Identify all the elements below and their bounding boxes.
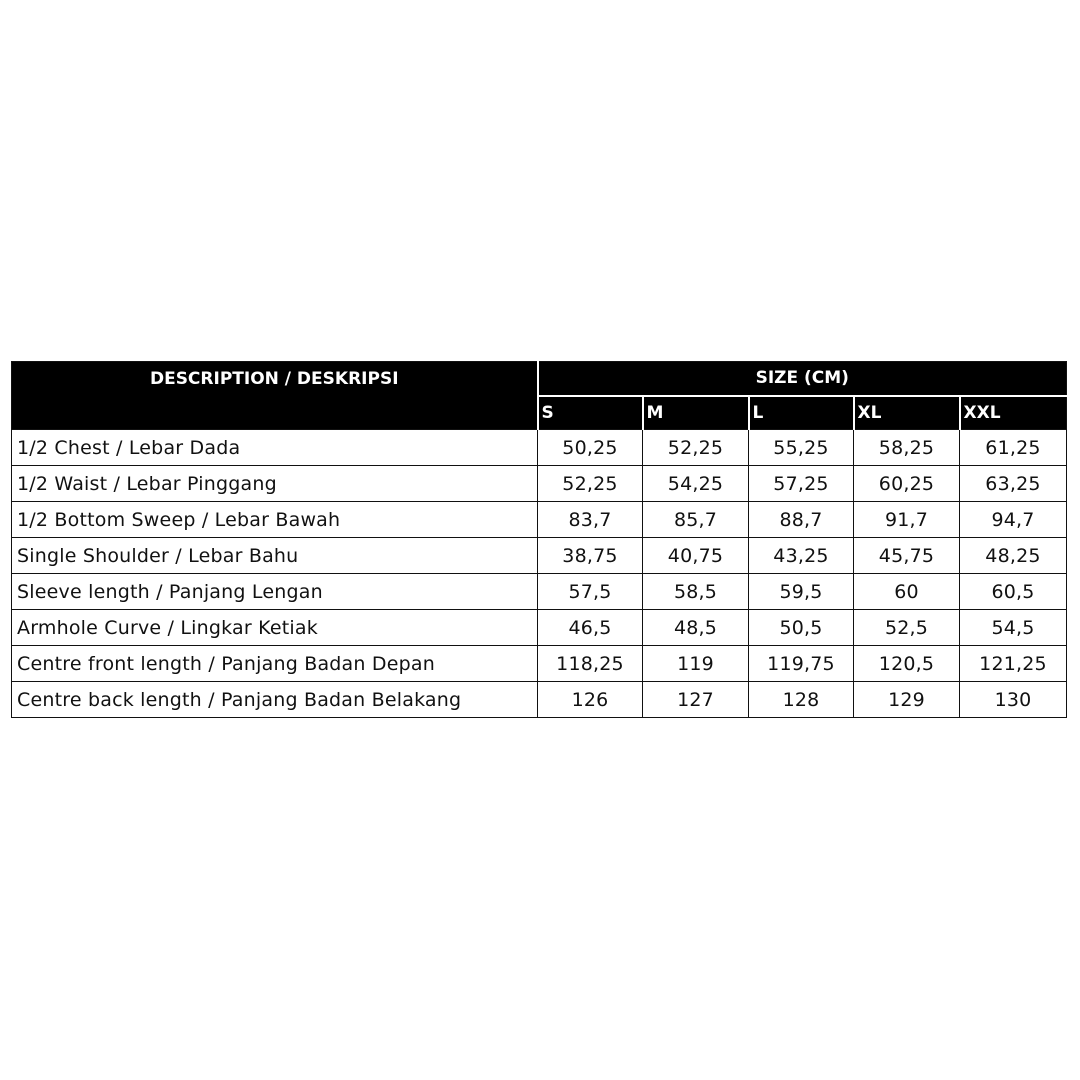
measurement-value: 54,5: [960, 610, 1067, 646]
measurement-value: 57,25: [749, 466, 854, 502]
measurement-description: 1/2 Bottom Sweep / Lebar Bawah: [12, 502, 538, 538]
measurement-value: 83,7: [538, 502, 643, 538]
measurement-value: 43,25: [749, 538, 854, 574]
measurement-value: 50,5: [749, 610, 854, 646]
measurement-value: 58,5: [643, 574, 749, 610]
measurement-value: 129: [854, 682, 960, 718]
measurement-value: 120,5: [854, 646, 960, 682]
measurement-value: 48,5: [643, 610, 749, 646]
measurement-value: 58,25: [854, 430, 960, 466]
description-header: DESCRIPTION / DESKRIPSI: [12, 362, 538, 430]
table-row: [12, 538, 1067, 574]
measurement-value: 91,7: [854, 502, 960, 538]
measurement-value: 60: [854, 574, 960, 610]
measurement-description: 1/2 Waist / Lebar Pinggang: [12, 466, 538, 502]
measurement-value: 52,25: [538, 466, 643, 502]
measurement-description: Single Shoulder / Lebar Bahu: [12, 538, 538, 574]
size-group-header: SIZE (CM): [538, 362, 1067, 396]
measurement-description: 1/2 Chest / Lebar Dada: [12, 430, 538, 466]
measurement-value: 59,5: [749, 574, 854, 610]
measurement-value: 130: [960, 682, 1067, 718]
table-row: [12, 574, 1067, 610]
measurement-value: 63,25: [960, 466, 1067, 502]
size-header-xl: XL: [854, 396, 960, 430]
table-header: [12, 362, 1067, 430]
size-header-s: S: [538, 396, 643, 430]
table-row: [12, 646, 1067, 682]
table-row: [12, 502, 1067, 538]
measurement-description: Centre front length / Panjang Badan Depan: [12, 646, 538, 682]
measurement-value: 61,25: [960, 430, 1067, 466]
table-body: [12, 430, 1067, 718]
measurement-value: 52,5: [854, 610, 960, 646]
measurement-description: Armhole Curve / Lingkar Ketiak: [12, 610, 538, 646]
size-header-l: L: [749, 396, 854, 430]
measurement-value: 40,75: [643, 538, 749, 574]
measurement-value: 126: [538, 682, 643, 718]
measurement-value: 119: [643, 646, 749, 682]
measurement-value: 55,25: [749, 430, 854, 466]
measurement-value: 57,5: [538, 574, 643, 610]
measurement-value: 88,7: [749, 502, 854, 538]
measurement-value: 128: [749, 682, 854, 718]
size-header-xxl: XXL: [960, 396, 1067, 430]
table-row: [12, 610, 1067, 646]
measurement-value: 118,25: [538, 646, 643, 682]
table-row: [12, 466, 1067, 502]
measurement-value: 94,7: [960, 502, 1067, 538]
measurement-description: Centre back length / Panjang Badan Belakang: [12, 682, 538, 718]
size-header-m: M: [643, 396, 749, 430]
measurement-value: 54,25: [643, 466, 749, 502]
measurement-value: 48,25: [960, 538, 1067, 574]
table-row: [12, 682, 1067, 718]
measurement-value: 52,25: [643, 430, 749, 466]
measurement-description: Sleeve length / Panjang Lengan: [12, 574, 538, 610]
measurement-value: 121,25: [960, 646, 1067, 682]
measurement-value: 45,75: [854, 538, 960, 574]
size-chart-table: [11, 361, 1067, 718]
measurement-value: 38,75: [538, 538, 643, 574]
measurement-value: 46,5: [538, 610, 643, 646]
measurement-value: 119,75: [749, 646, 854, 682]
measurement-value: 60,25: [854, 466, 960, 502]
measurement-value: 60,5: [960, 574, 1067, 610]
measurement-value: 50,25: [538, 430, 643, 466]
table-row: [12, 430, 1067, 466]
measurement-value: 85,7: [643, 502, 749, 538]
measurement-value: 127: [643, 682, 749, 718]
